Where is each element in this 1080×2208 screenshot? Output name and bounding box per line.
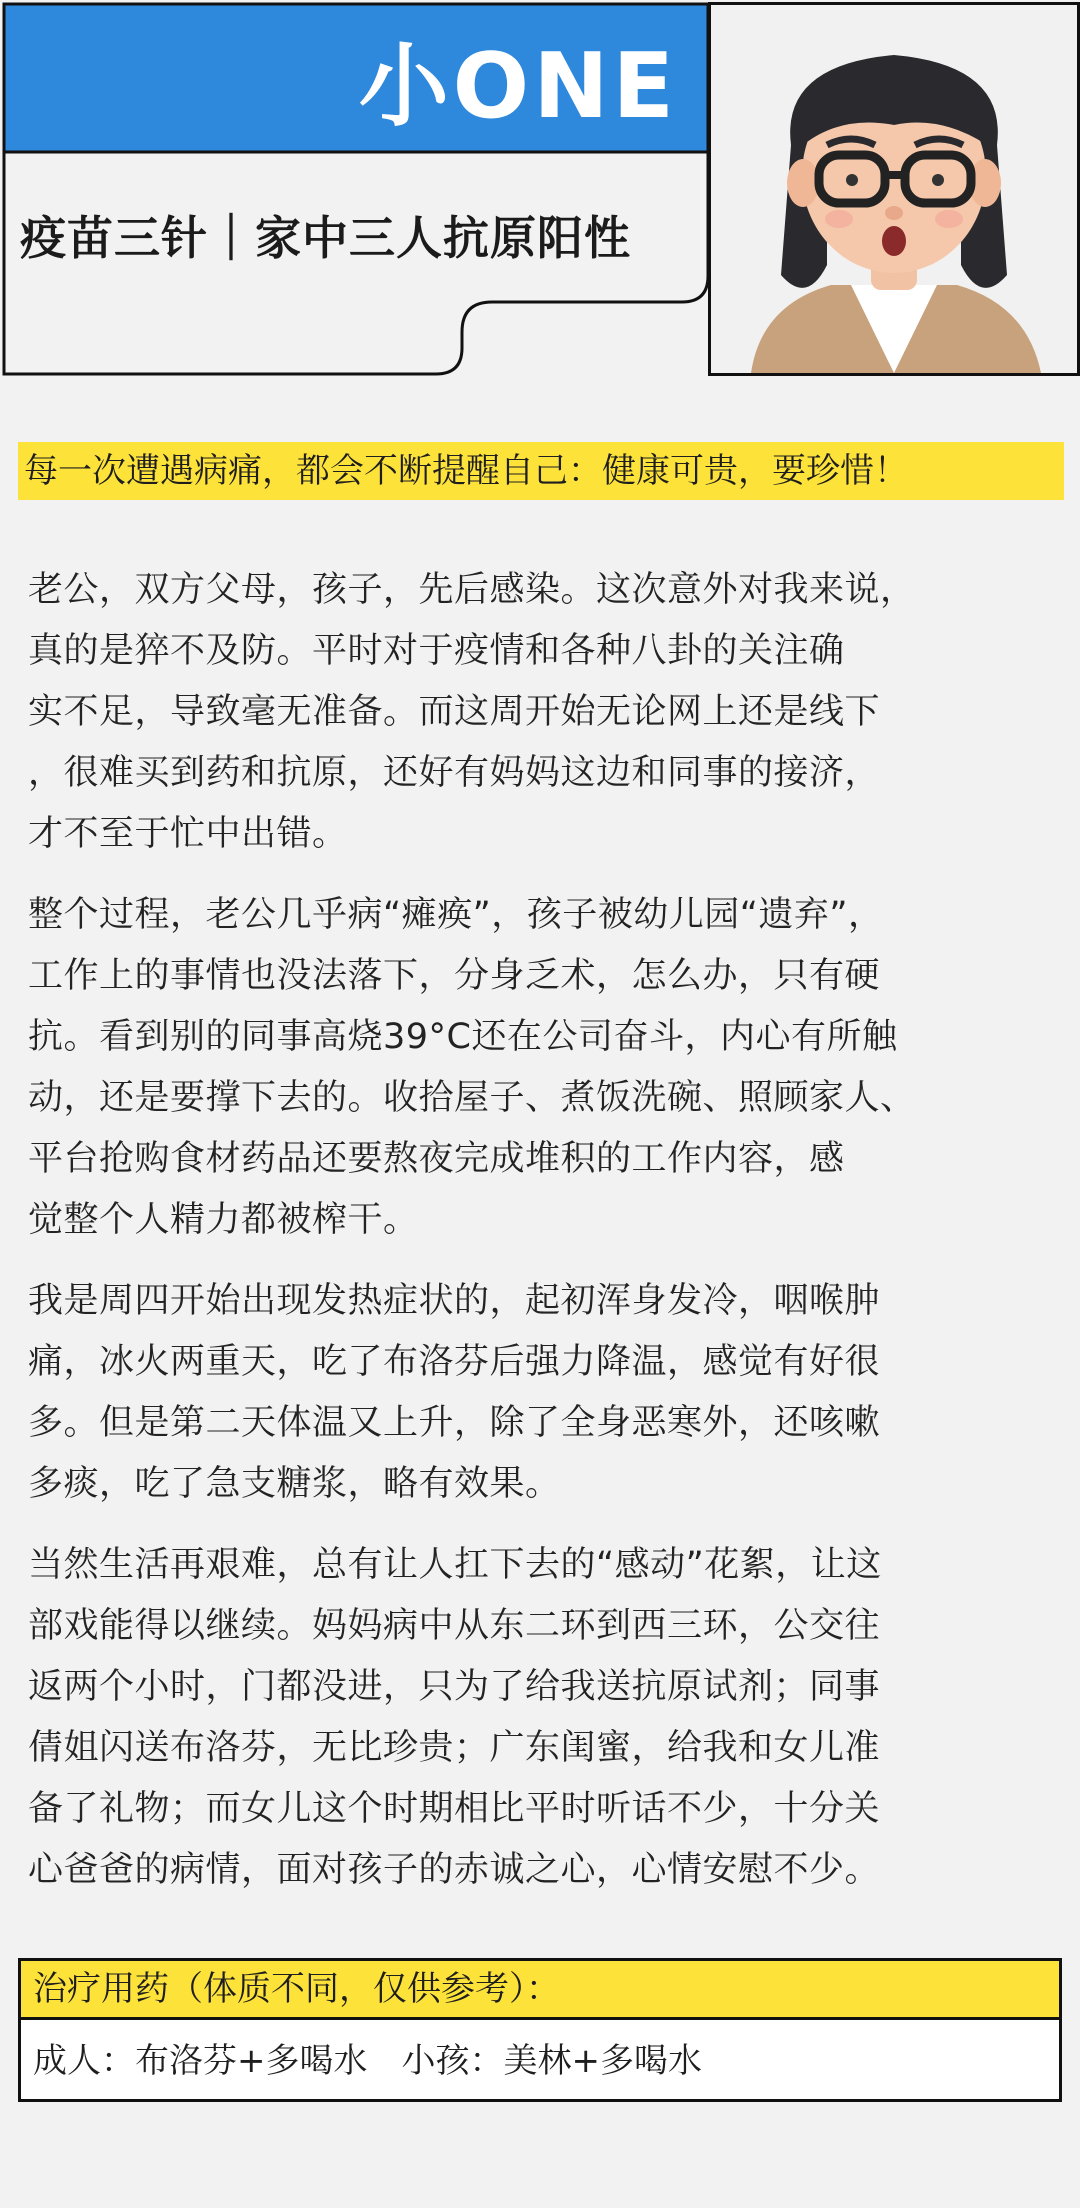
paragraph-line: 老公，双方父母，孩子，先后感染。这次意外对我来说， — [28, 570, 916, 610]
paragraph-1 — [28, 560, 1058, 865]
paragraph-line: 实不足，导致毫无准备。而这周开始无论网上还是线下 — [28, 692, 881, 732]
avatar-frame — [708, 2, 1080, 376]
paragraph-line: 才不至于忙中出错。 — [28, 814, 348, 854]
highlight-tagline: 每一次遭遇病痛，都会不断提醒自己：健康可贵，要珍惜！ — [18, 442, 1064, 500]
article-body — [28, 560, 1058, 1921]
paragraph-line: 觉整个人精力都被榨干。 — [28, 1200, 419, 1240]
brand-band — [4, 4, 706, 152]
paragraph-line: 当然生活再艰难，总有让人扛下去的“感动”花絮，让这 — [28, 1545, 882, 1585]
paragraph-line: 多痰，吃了急支糖浆，略有效果。 — [28, 1464, 561, 1504]
paragraph-line: 真的是猝不及防。平时对于疫情和各种八卦的关注确 — [28, 631, 845, 671]
medication-detail: 成人：布洛芬+多喝水 小孩：美林+多喝水 — [33, 2041, 702, 2081]
paragraph-line: 备了礼物；而女儿这个时期相比平时听话不少，十分关 — [28, 1789, 881, 1829]
header-card — [2, 2, 1078, 376]
paragraph-line: 部戏能得以继续。妈妈病中从东二环到西三环，公交往 — [28, 1606, 881, 1646]
medication-title: 治疗用药（体质不同，仅供参考）： — [21, 1961, 1059, 2020]
paragraph-line: 抗。看到别的同事高烧39°C还在公司奋斗，内心有所触 — [28, 1017, 898, 1057]
avatar-icon — [711, 5, 1077, 373]
paragraph-line: 动，还是要撑下去的。收拾屋子、煮饭洗碗、照顾家人、 — [28, 1078, 916, 1118]
paragraph-2 — [28, 885, 1058, 1251]
paragraph-line: ，很难买到药和抗原，还好有妈妈这边和同事的接济， — [28, 753, 881, 793]
paragraph-line: 整个过程，老公几乎病“瘫痪”，孩子被幼儿园“遗弃”， — [28, 895, 884, 935]
paragraph-4 — [28, 1535, 1058, 1901]
paragraph-line: 多。但是第二天体温又上升，除了全身恶寒外，还咳嗽 — [28, 1403, 881, 1443]
paragraph-line: 我是周四开始出现发热症状的，起初浑身发冷，咽喉肿 — [28, 1281, 881, 1321]
paragraph-line: 工作上的事情也没法落下，分身乏术，怎么办，只有硬 — [28, 956, 881, 996]
paragraph-line: 平台抢购食材药品还要熬夜完成堆积的工作内容，感 — [28, 1139, 845, 1179]
medication-box — [18, 1958, 1062, 2102]
paragraph-line: 返两个小时，门都没进，只为了给我送抗原试剂；同事 — [28, 1667, 881, 1707]
paragraph-line: 痛，冰火两重天，吃了布洛芬后强力降温，感觉有好很 — [28, 1342, 881, 1382]
paragraph-line: 心爸爸的病情，面对孩子的赤诚之心，心情安慰不少。 — [28, 1850, 881, 1890]
paragraph-line: 倩姐闪送布洛芬，无比珍贵；广东闺蜜，给我和女儿准 — [28, 1728, 881, 1768]
brand-logo: 小ONE — [358, 34, 678, 139]
article-title: 疫苗三针｜家中三人抗原阳性 — [20, 211, 631, 265]
paragraph-3 — [28, 1271, 1058, 1515]
